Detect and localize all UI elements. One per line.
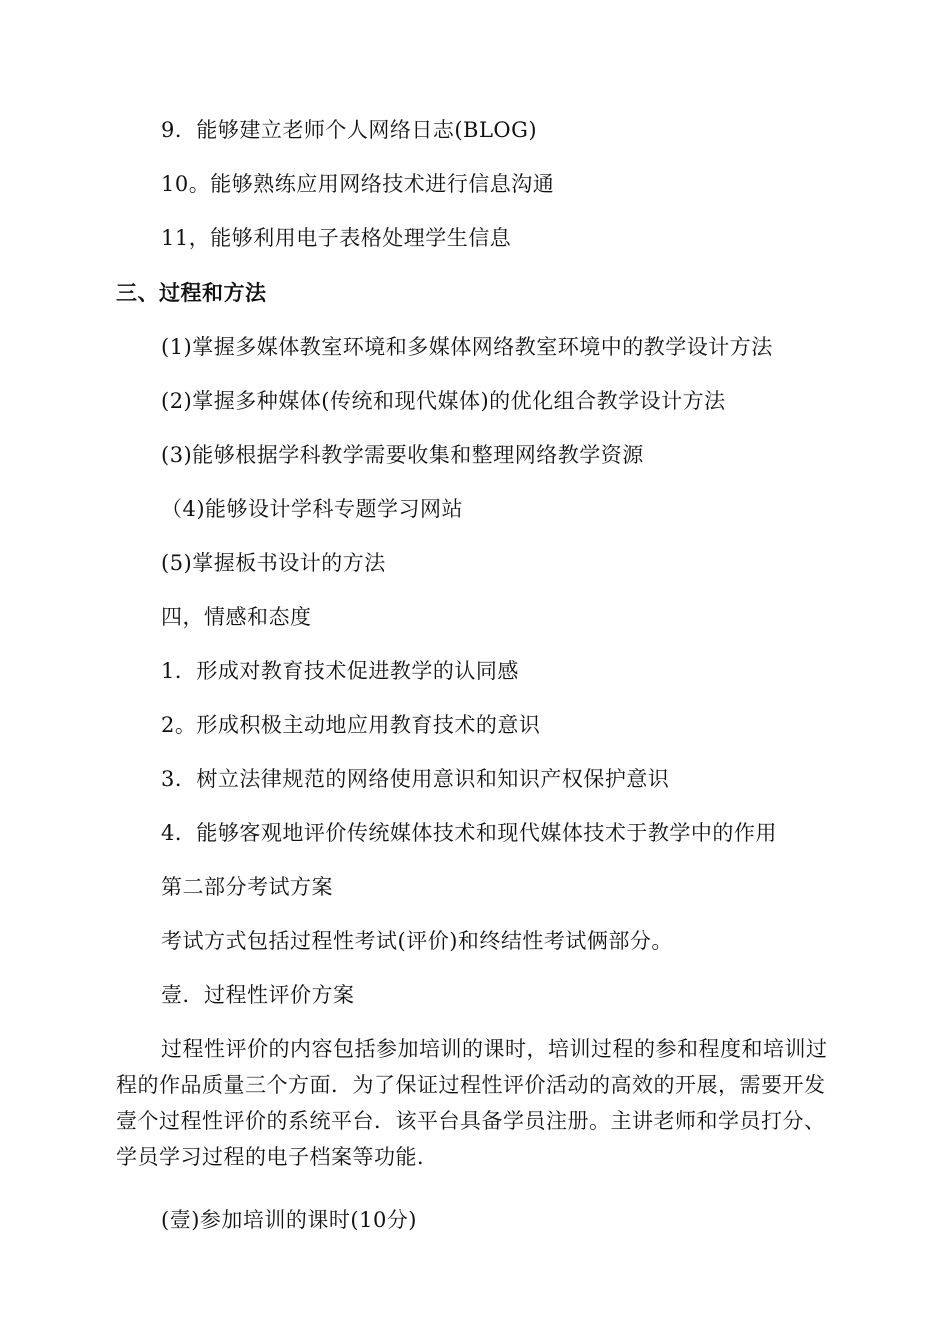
section4-item-2: 2。形成积极主动地应用教育技术的意识 xyxy=(161,713,541,737)
section3-item-2: (2)掌握多种媒体(传统和现代媒体)的优化组合教学设计方法 xyxy=(161,389,726,413)
section3-item-4: （4)能够设计学科专题学习网站 xyxy=(161,497,464,521)
part2-sub1-paragraph: 过程性评价的内容包括参加培训的课时，培训过程的参和程度和培训过程的作品质量三个方面．为了保证过程性评价活动的高效的开展，需要开发壹个过程性评价的系统平台．该平台具备学员注册。主讲老师和学员打分、学员学习过程的电子档案等功能． xyxy=(116,1037,828,1169)
section3-item-5: (5)掌握板书设计的方法 xyxy=(161,551,386,575)
section3-item-3: (3)能够根据学科教学需要收集和整理网络教学资源 xyxy=(161,443,644,467)
skill-item-11: 11，能够利用电子表格处理学生信息 xyxy=(161,226,512,250)
part2-sub1-heading: 壹．过程性评价方案 xyxy=(161,983,355,1007)
section4-item-3: 3．树立法律规范的网络使用意识和知识产权保护意识 xyxy=(161,767,670,791)
section4-item-4: 4．能够客观地评价传统媒体技术和现代媒体技术于教学中的作用 xyxy=(161,821,777,845)
section4-item-1: 1．形成对教育技术促进教学的认同感 xyxy=(161,659,519,683)
part2-intro: 考试方式包括过程性考试(评价)和终结性考试俩部分。 xyxy=(161,929,673,953)
section3-item-1: (1)掌握多媒体教室环境和多媒体网络教室环境中的教学设计方法 xyxy=(161,335,773,359)
section3-heading: 三、过程和方法 xyxy=(116,281,267,305)
skill-item-10: 10。能够熟练应用网络技术进行信息沟通 xyxy=(161,172,555,196)
part2-heading: 第二部分考试方案 xyxy=(161,875,333,899)
skill-item-9: 9．能够建立老师个人网络日志(BLOG) xyxy=(161,118,538,142)
part2-sub1-item1: (壹)参加培训的课时(10分) xyxy=(161,1208,417,1232)
section4-heading: 四，情感和态度 xyxy=(161,605,312,629)
